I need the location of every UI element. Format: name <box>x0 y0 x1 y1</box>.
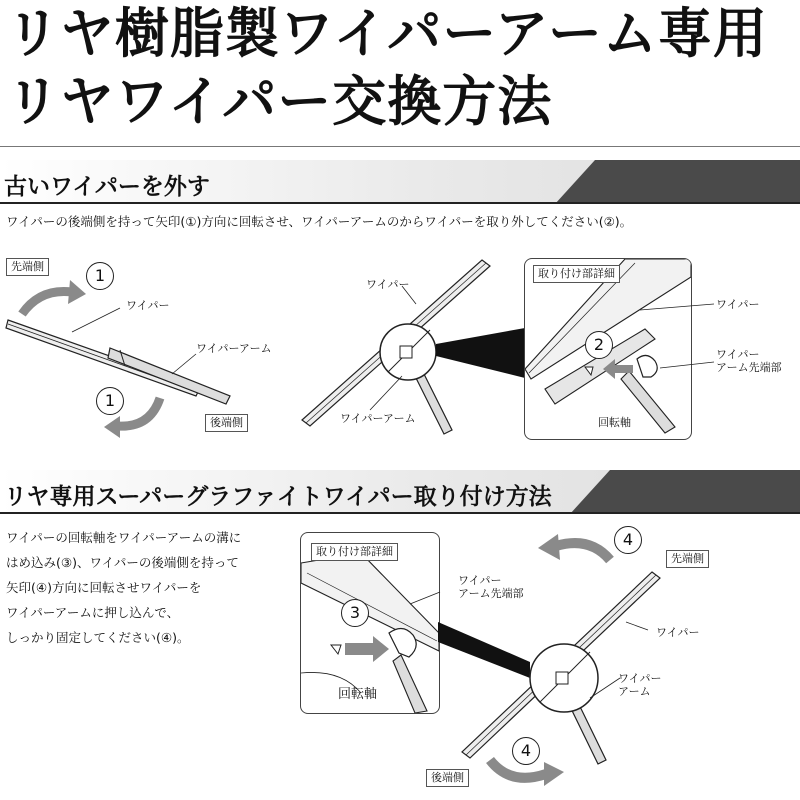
wiper-arm-label-left: ワイパーアーム <box>196 342 272 355</box>
section2-header <box>0 470 800 514</box>
step-1-bottom-badge: 1 <box>96 387 124 415</box>
rotate-arrow-top-2-icon <box>556 543 610 560</box>
step-2-badge: 2 <box>585 331 613 359</box>
wiper-label-mid: ワイパー <box>366 278 410 291</box>
title-divider <box>0 146 800 147</box>
rotate-arrow-bottom-icon <box>118 398 160 426</box>
wiper-arm-shape <box>108 348 230 404</box>
wiper-install-illustration <box>430 530 730 790</box>
rotate-arrow-top-2-head <box>538 534 560 560</box>
wiper-arm-label-right-line2: アーム <box>618 685 651 698</box>
section2-body-line-1: ワイパーの回転軸をワイパーアームの溝に <box>6 530 242 545</box>
detail1-leaders <box>640 290 720 380</box>
front-side-label: 先端側 <box>6 258 49 276</box>
zoom-projection <box>436 328 525 378</box>
front-side-label-2: 先端側 <box>666 550 709 568</box>
rear-side-label: 後端側 <box>205 414 248 432</box>
wiper-arm-label-mid: ワイパーアーム <box>340 412 416 425</box>
section1-header <box>0 160 800 204</box>
section2-body-line-5: しっかり固定してください(④)。 <box>6 630 190 645</box>
rotate-arrow-top-icon <box>22 291 72 314</box>
page-title-line-1: リヤ樹脂製ワイパーアーム専用 <box>6 2 768 65</box>
rotate-arrow-top-head <box>68 280 86 304</box>
page-title-line-2: リヤワイパー交換方法 <box>6 70 553 133</box>
step-1-top-badge: 1 <box>86 262 114 290</box>
wiper-label-detail1: ワイパー <box>716 298 760 311</box>
rear-side-label-2: 後端側 <box>426 769 469 787</box>
wiper-label-right: ワイパー <box>656 626 700 639</box>
section2-heading: リヤ専用スーパーグラファイトワイパー取り付け方法 <box>4 484 552 510</box>
removal-detail-heading: 取り付け部詳細 <box>533 265 620 283</box>
wiper-label-left: ワイパー <box>126 299 170 312</box>
rotate-arrow-bottom-2-head <box>544 762 564 786</box>
step-3-badge: 3 <box>341 599 369 627</box>
step-4-top-badge: 4 <box>614 526 642 554</box>
arm-tip-label-detail2-line2: アーム先端部 <box>458 587 524 600</box>
section1-instruction: ワイパーの後端側を持って矢印(①)方向に回転させ、ワイパーアームのからワイパーを取り外してください(②)。 <box>6 214 633 229</box>
install-detail-heading: 取り付け部詳細 <box>311 543 398 561</box>
arm-tip-label-detail2-line1: ワイパー <box>458 574 502 587</box>
section2-body-line-2: はめ込み(③)、ワイパーの後端側を持って <box>6 555 239 570</box>
wiper-arm-label-right-line1: ワイパー <box>618 672 662 685</box>
arm-tip-label-detail1-line1: ワイパー <box>716 348 760 361</box>
pivot-label-detail1: 回転軸 <box>598 416 631 429</box>
step-4-bottom-badge: 4 <box>512 737 540 765</box>
section2-body-line-3: 矢印(④)方向に回転させワイパーを <box>6 580 202 595</box>
arm-tip-label-detail1-line2: アーム先端部 <box>716 361 782 374</box>
rotate-arrow-bottom-head <box>104 416 120 438</box>
section1-heading: 古いワイパーを外す <box>4 174 210 200</box>
zoom-projection-2 <box>438 622 530 678</box>
pivot-label-detail2: 回転軸 <box>338 687 378 702</box>
push-arrow-icon <box>345 636 389 662</box>
section2-body-line-4: ワイパーアームに押し込んで、 <box>6 605 180 620</box>
